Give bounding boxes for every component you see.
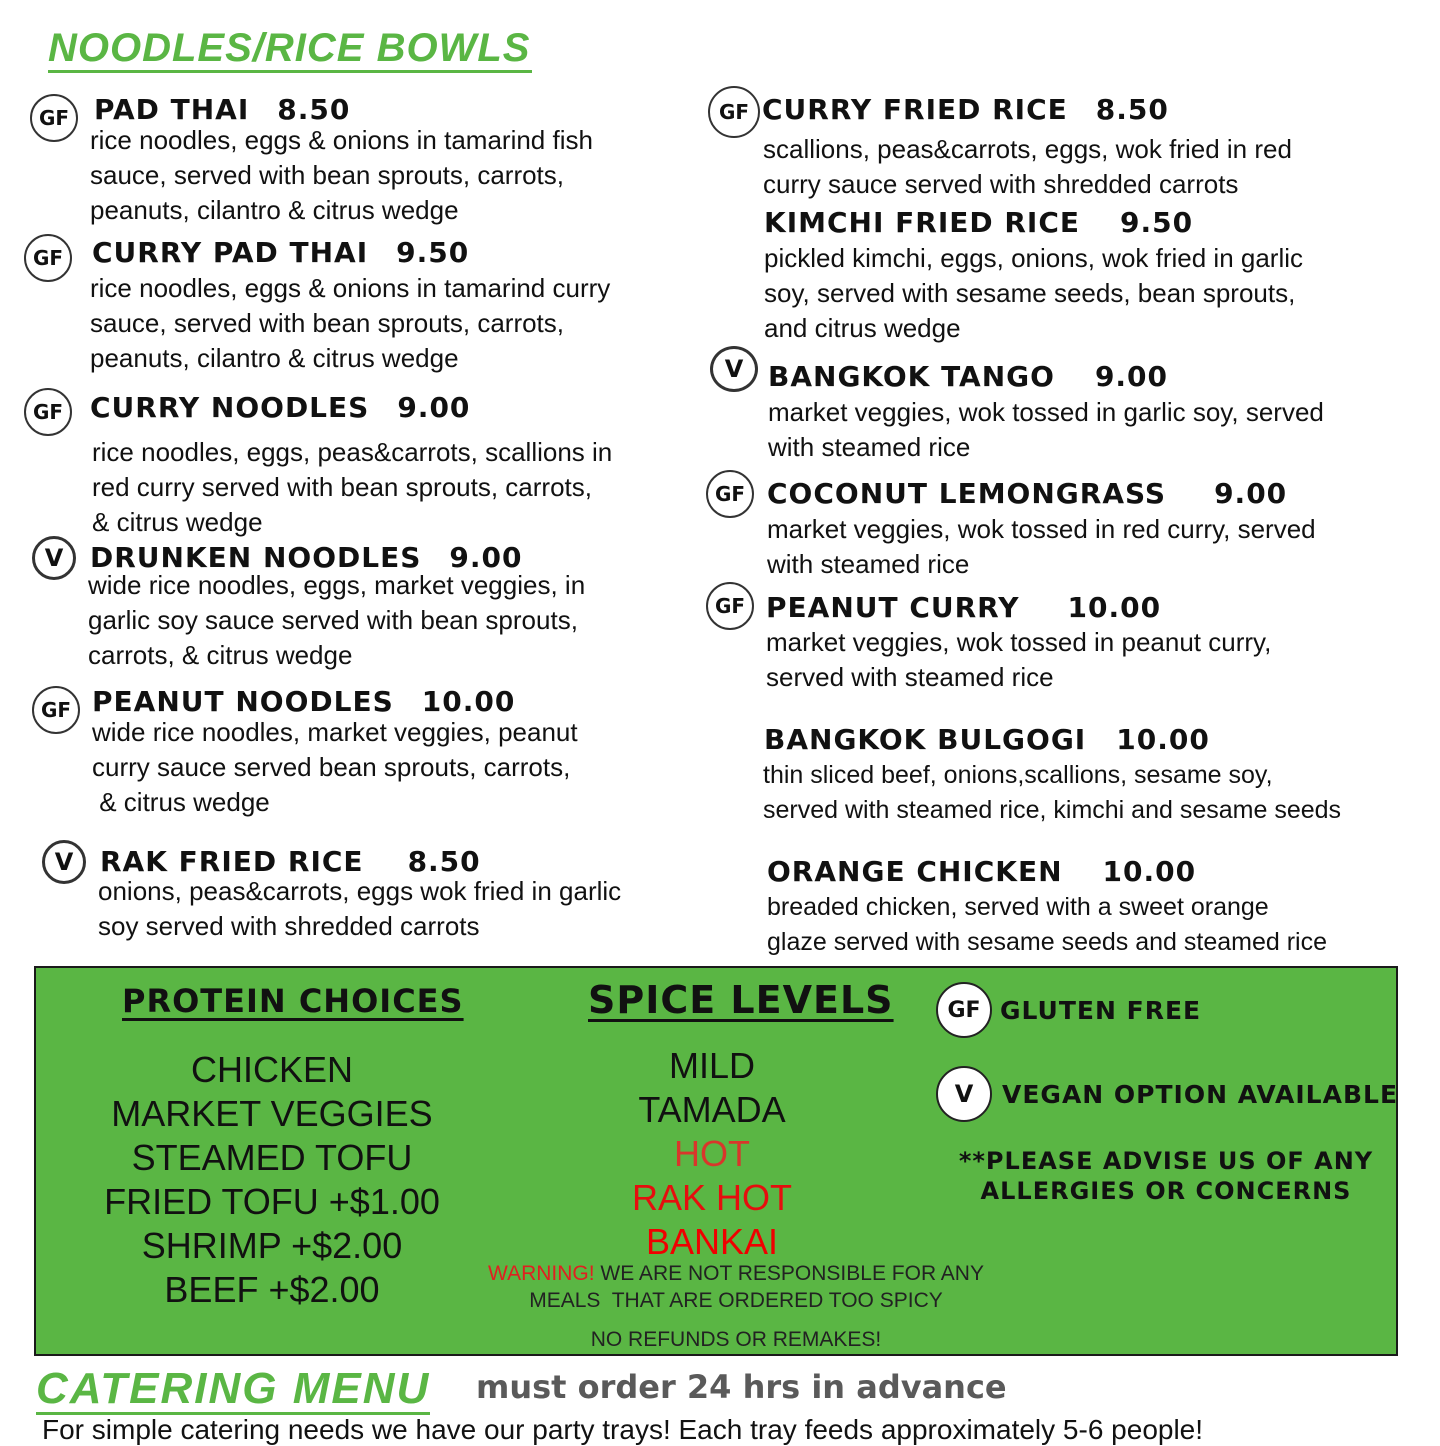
allergy-notice-line: ALLERGIES OR CONCERNS [980,1177,1352,1205]
desc-line: soy, served with sesame seeds, bean sprouts, [764,278,1296,308]
desc-line: thin sliced beef, onions,scallions, sesame soy, [763,761,1273,789]
vegan-badge-icon: V [42,840,86,884]
protein-option: FRIED TOFU +$1.00 [104,1181,440,1222]
item-price: 9.00 [1214,477,1288,510]
gluten-free-badge-icon: GF [32,686,80,734]
item-description [767,512,1316,582]
item-price: 9.00 [449,541,523,574]
item-title: PAD THAI [94,93,250,126]
desc-line: market veggies, wok tossed in red curry, served [767,514,1316,544]
warning-text: WE ARE NOT RESPONSIBLE FOR ANY [594,1262,984,1285]
spice-levels-heading: SPICE LEVELS [588,978,894,1022]
item-price: 10.00 [1116,723,1210,756]
desc-line: breaded chicken, served with a sweet orange [767,893,1269,921]
item-title: CURRY NOODLES [90,391,370,424]
item-name [767,478,1287,510]
item-title: RAK FRIED RICE [100,845,364,878]
desc-line: served with steamed rice [766,662,1054,692]
item-price: 10.00 [421,685,516,718]
desc-line: peanuts, cilantro & citrus wedge [90,195,459,225]
info-box [34,966,1398,1356]
item-price: 9.00 [397,391,471,424]
spice-level-bankai: BANKAI [645,1221,779,1262]
item-description [764,241,1303,346]
desc-line: and citrus wedge [764,313,961,343]
desc-line: curry sauce served with shredded carrots [763,169,1239,199]
desc-line: rice noodles, eggs, peas&carrots, scallions in [92,437,613,467]
item-name [762,94,1169,126]
item-price: 8.50 [1095,93,1169,126]
legend-vegan [936,1066,1398,1122]
gluten-free-badge-icon: GF [30,94,78,142]
vegan-badge-icon: V [710,346,758,392]
item-name [764,207,1193,239]
desc-line: rice noodles, eggs & onions in tamarind fish [90,125,593,155]
desc-line: & citrus wedge [92,787,270,817]
item-description [92,715,578,820]
warning-text: MEALS THAT ARE ORDERED TOO SPICY [529,1289,943,1312]
allergy-notice-line: **PLEASE ADVISE US OF ANY [958,1147,1374,1175]
catering-note: must order 24 hrs in advance [476,1368,1007,1406]
desc-line: wide rice noodles, market veggies, peanut [92,717,578,747]
warning-label: WARNING! [488,1262,595,1285]
item-description [90,123,593,228]
desc-line: market veggies, wok tossed in garlic soy, served [768,397,1324,427]
gluten-free-badge-icon: GF [706,470,754,518]
item-title: BANGKOK BULGOGI [764,723,1087,756]
item-description [767,890,1327,960]
vegan-badge-icon: V [936,1066,992,1122]
item-name [90,392,470,424]
item-title: COCONUT LEMONGRASS [767,477,1167,510]
desc-line: curry sauce served bean sprouts, carrots, [92,752,571,782]
item-name [92,686,515,718]
item-name [764,724,1210,756]
desc-line: sauce, served with bean sprouts, carrots, [90,160,565,190]
legend-gluten-free [936,982,1201,1038]
item-price: 9.50 [1120,206,1194,239]
desc-line: peanuts, cilantro & citrus wedge [90,343,459,373]
desc-line: pickled kimchi, eggs, onions, wok fried in garlic [764,243,1304,273]
item-name [767,856,1196,888]
protein-option: CHICKEN [190,1049,354,1090]
legend-label: GLUTEN FREE [1000,995,1202,1025]
gluten-free-badge-icon: GF [708,86,760,138]
desc-line: soy served with shredded carrots [98,911,480,941]
item-name [94,94,350,126]
protein-option: BEEF +$2.00 [164,1269,380,1310]
desc-line: wide rice noodles, eggs, market veggies, in [88,570,586,600]
item-name [768,361,1168,393]
desc-line: with steamed rice [768,432,971,462]
desc-line: carrots, & citrus wedge [88,640,353,670]
spice-level-tamada: TAMADA [638,1089,786,1130]
item-name [766,592,1161,624]
protein-choices-heading: PROTEIN CHOICES [122,982,464,1020]
section-title: NOODLES/RICE BOWLS [48,26,532,73]
desc-line: & citrus wedge [92,507,263,537]
item-price: 8.50 [407,845,481,878]
gluten-free-badge-icon: GF [706,582,754,630]
catering-intro: For simple catering needs we have our party trays! Each tray feeds approximately 5-6 people! [42,1414,1204,1445]
spice-level-hot: HOT [674,1133,750,1174]
desc-line: glaze served with sesame seeds and steamed rice [767,928,1328,956]
item-description [90,271,610,376]
desc-line: garlic soy sauce served with bean sprouts, [88,605,578,635]
item-name [92,237,469,269]
item-title: DRUNKEN NOODLES [90,541,422,574]
catering-title: CATERING MENU [36,1364,431,1413]
item-description [92,435,612,540]
item-title: PEANUT CURRY [766,591,1020,624]
desc-line: with steamed rice [767,549,970,579]
desc-line: red curry served with bean sprouts, carrots, [92,472,592,502]
item-price: 10.00 [1067,591,1162,624]
desc-line: served with steamed rice, kimchi and sesame seeds [763,796,1342,824]
item-title: PEANUT NOODLES [92,685,394,718]
vegan-badge-icon: V [32,536,76,580]
item-title: BANGKOK TANGO [768,360,1055,393]
item-title: KIMCHI FRIED RICE [764,206,1081,239]
gluten-free-badge-icon: GF [936,982,992,1038]
protein-option: MARKET VEGGIES [111,1093,433,1134]
item-description [766,625,1271,695]
warning-line [436,1260,1036,1287]
gluten-free-badge-icon: GF [24,234,72,282]
item-price: 10.00 [1102,855,1197,888]
item-title: CURRY FRIED RICE [762,93,1068,126]
no-refunds-text: NO REFUNDS OR REMAKES! [590,1328,882,1351]
spice-list [562,1044,862,1264]
spice-level-mild: MILD [668,1045,755,1086]
allergy-notice [936,1146,1396,1206]
item-description [98,874,621,944]
spice-level-rak-hot: RAK HOT [631,1177,792,1218]
protein-list [72,1048,472,1312]
protein-option: SHRIMP +$2.00 [141,1225,403,1266]
item-title: CURRY PAD THAI [92,236,369,269]
desc-line: sauce, served with bean sprouts, carrots, [90,308,565,338]
item-description [763,758,1341,828]
item-price: 9.50 [396,236,470,269]
item-title: ORANGE CHICKEN [767,855,1063,888]
protein-option: STEAMED TOFU [131,1137,413,1178]
item-description [88,568,585,673]
gluten-free-badge-icon: GF [24,388,72,436]
item-description [768,395,1324,465]
desc-line: rice noodles, eggs & onions in tamarind curry [90,273,611,303]
item-price: 9.00 [1094,360,1169,393]
item-price: 8.50 [277,93,351,126]
item-description [763,132,1292,202]
desc-line: scallions, peas&carrots, eggs, wok fried in red [763,134,1292,164]
desc-line: onions, peas&carrots, eggs wok fried in garlic [98,876,622,906]
legend-label: VEGAN OPTION AVAILABLE [1002,1079,1399,1109]
spice-warning [436,1260,1036,1353]
desc-line: market veggies, wok tossed in peanut curry, [766,627,1272,657]
